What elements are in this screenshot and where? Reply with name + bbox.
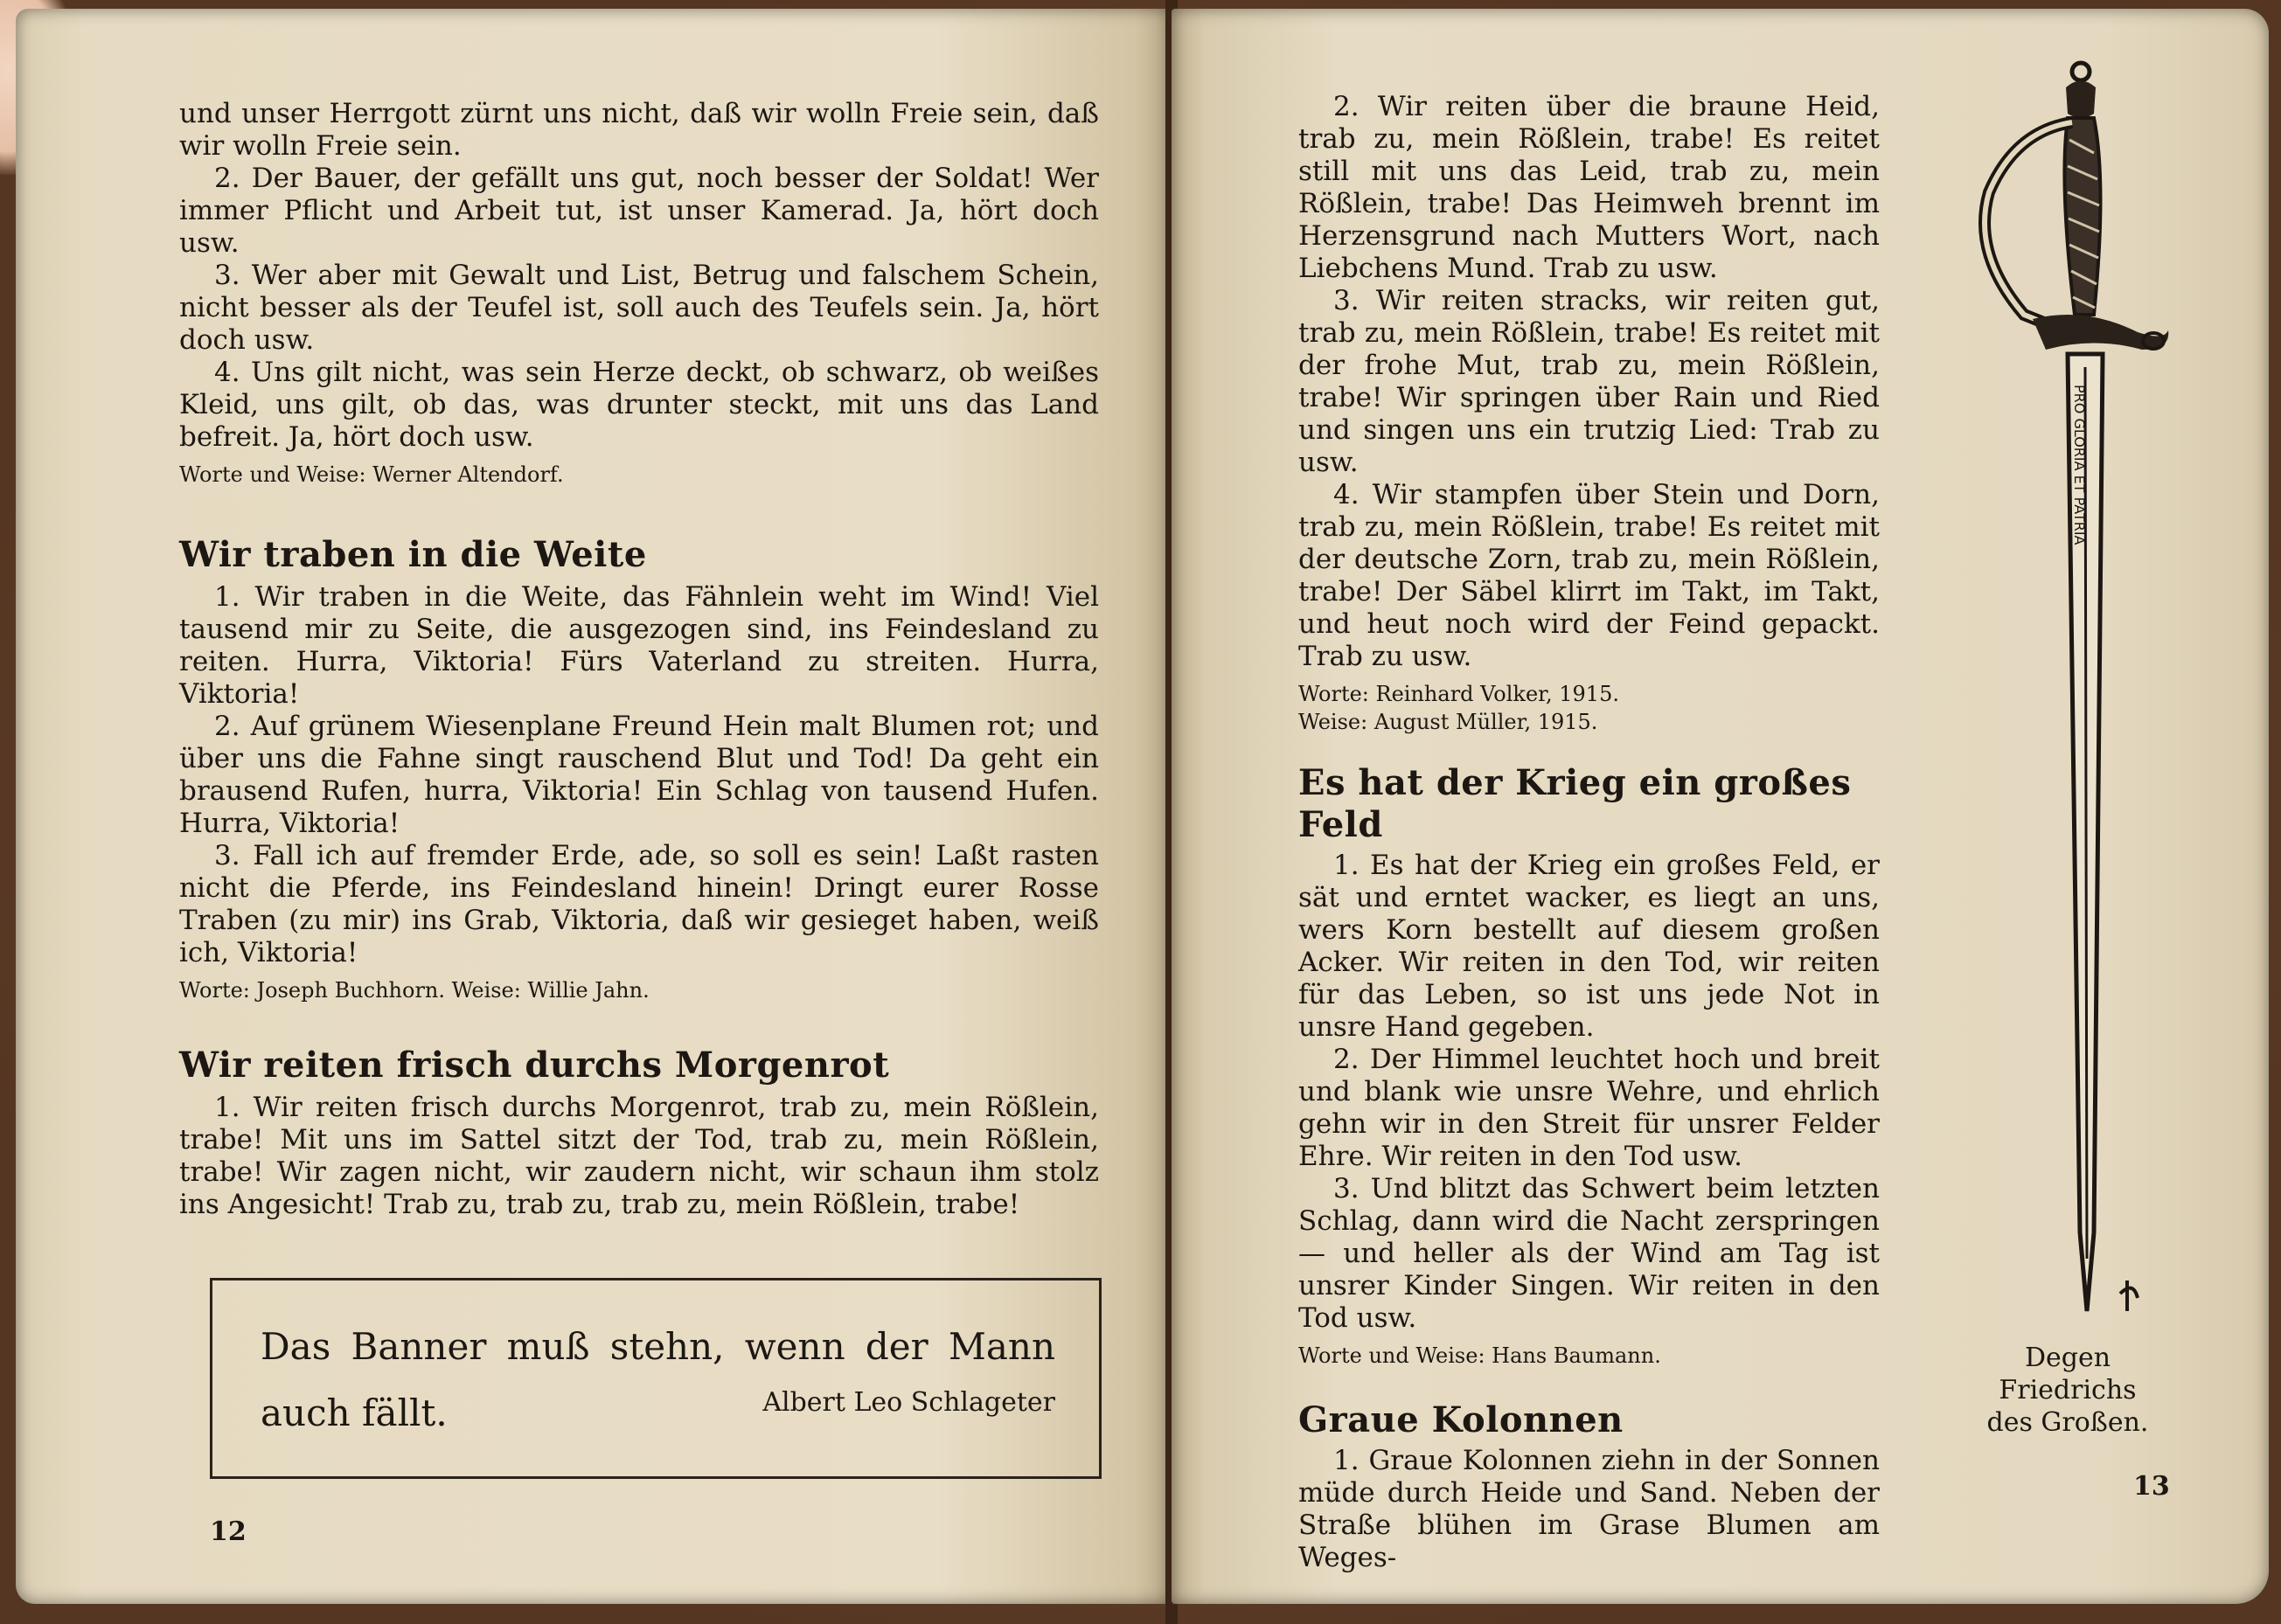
verse-paragraph: 4. Wir stampfen über Stein und Dorn, trab zu, mein Rößlein, trabe! Es reitet mit der deutsche Zorn, trab zu, mein Rößlein, trabe! Der Säbel klirrt im Takt, im Takt, und heut noch wird der Feind gepackt. Trab zu usw. — [1298, 479, 1880, 672]
song-credit: Worte: Joseph Buchhorn. Weise: Willie Jahn. — [179, 978, 650, 1003]
verse-paragraph: 4. Uns gilt nicht, was sein Herze deckt, ob schwarz, ob weißes Kleid, uns gilt, ob das, was drunter steckt, mit uns das Land befreit. Ja, hört doch usw. — [179, 357, 1099, 453]
verse-paragraph: 2. Der Bauer, der gefällt uns gut, noch besser der Soldat! Wer immer Pflicht und Arbeit tut, ist unser Kamerad. Ja, hört doch usw. — [179, 163, 1099, 259]
verse-paragraph: 2. Der Himmel leuchtet hoch und breit und blank wie unsre Wehre, und ehrlich gehn wir in den Streit für unsrer Felder Ehre. Wir reiten in den Tod usw. — [1298, 1044, 1880, 1172]
page-number-right: 13 — [2133, 1471, 2170, 1502]
left-page-text — [179, 98, 1099, 1221]
verse-paragraph: 2. Auf grünem Wiesenplane Freund Hein malt Blumen rot; und über uns die Fahne singt rauschend Blut und Tod! Da geht ein brausend Rufen, hurra, Viktoria! Ein Schlag von tausend Hufen. Hurra, Viktoria! — [179, 711, 1099, 839]
verse-paragraph: 3. Wir reiten stracks, wir reiten gut, trab zu, mein Rößlein, trabe! Es reitet mit der frohe Mut, trab zu, mein Rößlein, trabe! Wir springen über Rain und Ried und singen uns ein trutzig Lied: Trab zu usw. — [1298, 285, 1880, 478]
sword-illustration — [1963, 52, 2173, 1329]
song-credit: Worte: Reinhard Volker, 1915. — [1298, 682, 1619, 706]
song-credit: Worte und Weise: Hans Baumann. — [1298, 1343, 1661, 1368]
verse-paragraph: 3. Fall ich auf fremder Erde, ade, so soll es sein! Laßt rasten nicht die Pferde, ins Feindesland hinein! Dringt eurer Rosse Traben (zu mir) ins Grab, Viktoria, daß wir gesieget haben, weiß ich, Viktoria! — [179, 840, 1099, 968]
verse-paragraph: 1. Wir traben in die Weite, das Fähnlein weht im Wind! Viel tausend mir zu Seite, die ausgezogen sind, ins Feindesland zu reiten. Hurra, Viktoria! Fürs Vaterland zu streiten. Hurra, Viktoria! — [179, 581, 1099, 710]
verse-paragraph: 3. Wer aber mit Gewalt und List, Betrug und falschem Schein, nicht besser als der Teufel ist, soll auch des Teufels sein. Ja, hört doch usw. — [179, 260, 1099, 356]
song-credit: Weise: August Müller, 1915. — [1298, 710, 1598, 734]
verse-paragraph: 1. Es hat der Krieg ein großes Feld, er sät und erntet wacker, es liegt an uns, wers Korn bestellt auf diesem großen Acker. Wir reiten in den Tod, wir reiten für das Leben, so ist uns jede Not in unsre Hand gegeben. — [1298, 850, 1880, 1043]
song-credit: Worte und Weise: Werner Altendorf. — [179, 462, 564, 487]
verse-paragraph: und unser Herrgott zürnt uns nicht, daß wir wolln Freie sein, daß wir wolln Freie sein. — [179, 98, 1099, 162]
quote-author: Albert Leo Schlageter — [762, 1387, 1055, 1418]
verse-paragraph: 3. Und blitzt das Schwert beim letzten Schlag, dann wird die Nacht zerspringen — und heller als der Wind am Tag ist unsrer Kinder Singen. Wir reiten in den Tod usw. — [1298, 1173, 1880, 1334]
verse-paragraph: 1. Graue Kolonnen ziehn in der Sonnen müde durch Heide und Sand. Neben der Straße blühen im Grase Blumen am Weges- — [1298, 1445, 1880, 1573]
verse-paragraph: 2. Wir reiten über die braune Heid, trab zu, mein Rößlein, trabe! Es reitet still mit uns das Leid, trab zu, mein Rößlein, trabe! Das Heimweh brennt im Herzensgrund nach Mutters Wort, nach Liebchens Mund. Trab zu usw. — [1298, 91, 1880, 284]
sword-inscription: PRO GLORIA ET PATRIA — [2071, 385, 2088, 545]
sword-caption — [1963, 1342, 2173, 1439]
right-page-text — [1298, 91, 1880, 1574]
verse-paragraph: 1. Wir reiten frisch durchs Morgenrot, trab zu, mein Rößlein, trabe! Mit uns im Sattel sitzt der Tod, trab zu, mein Rößlein, trabe! Wir zagen nicht, wir zaudern nicht, wir schaun ihm stolz ins Angesicht! Trab zu, trab zu, trab zu, mein Rößlein, trabe! — [179, 1092, 1099, 1220]
quote-text: Das Banner muß stehn, wenn der Mann auch fällt. — [261, 1325, 1055, 1434]
song-heading: Wir reiten frisch durchs Morgenrot — [179, 1044, 890, 1086]
caption-line: des Großen. — [1986, 1407, 2149, 1438]
page-number-left: 12 — [210, 1516, 247, 1547]
song-heading: Graue Kolonnen — [1298, 1399, 1624, 1440]
song-heading: Es hat der Krieg ein großes Feld — [1298, 762, 1852, 845]
song-heading: Wir traben in die Weite — [179, 534, 647, 575]
quote-box — [210, 1278, 1102, 1479]
caption-line: Friedrichs — [1999, 1375, 2137, 1405]
caption-line: Degen — [2024, 1343, 2111, 1373]
